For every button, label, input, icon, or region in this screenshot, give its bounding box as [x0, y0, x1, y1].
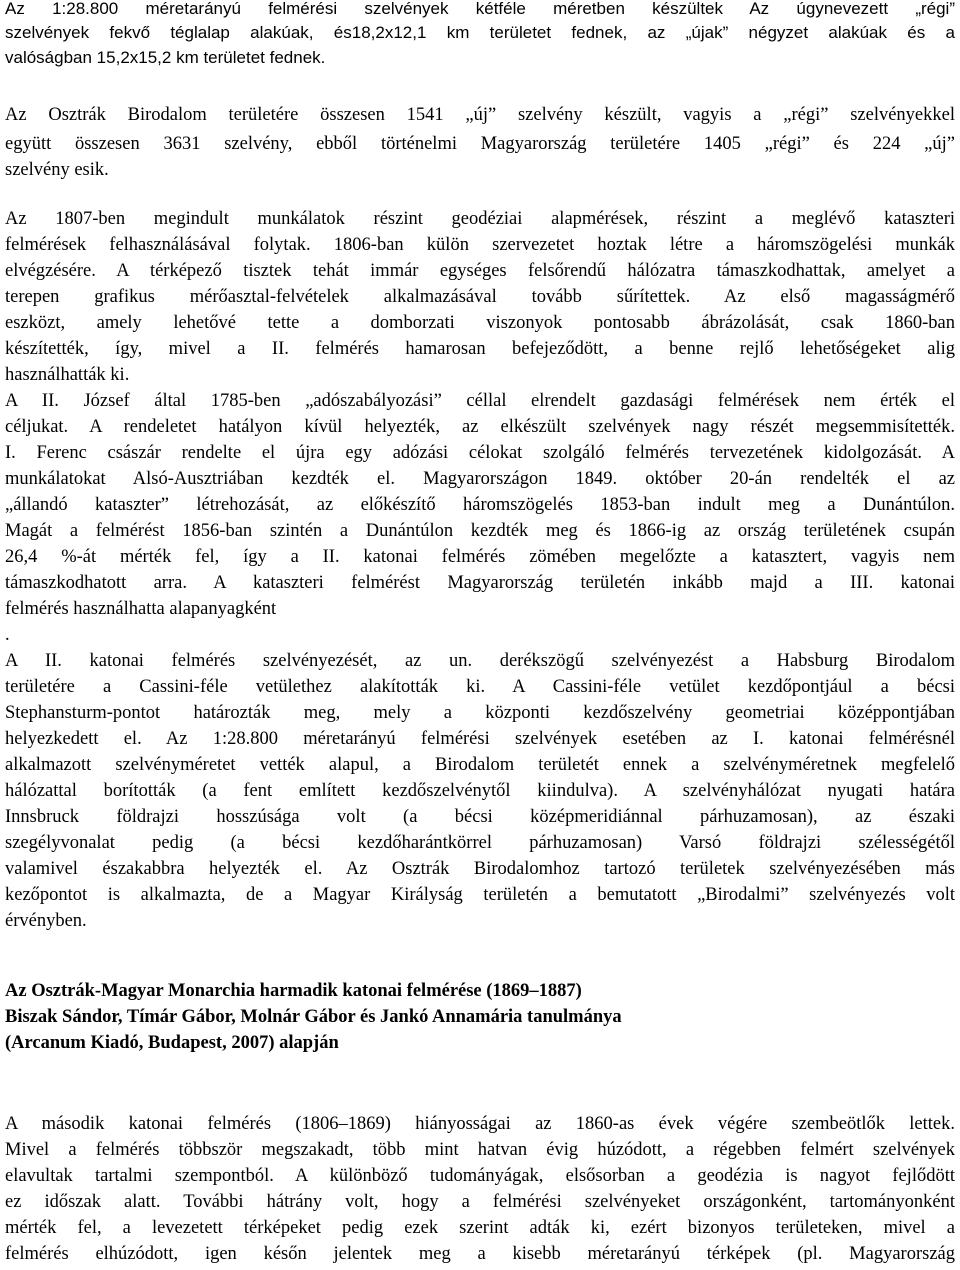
text-line: támaszkodhatott arra. A kataszteri felmérést Magyarország területén inkább majd a III. katonai: [5, 573, 955, 593]
text-line: területére a Cassini-féle vetülethez alakították ki. A Cassini-féle vetület kezdőpontjául a bécsi: [5, 677, 955, 697]
text-line: hálózattal borították (a fent említett kezdőszelvénytől kiindulva). A szelvényhálózat nyugati határa: [5, 781, 955, 801]
text-line: felmérés elhúzódott, igen későn jelentek meg a kisebb méretarányú térképek (pl. Magyarország: [5, 1244, 955, 1264]
text-line: Stephansturm-pontot határozták meg, mely a központi kezdőszelvény geometriai középpontjában: [5, 703, 955, 723]
text-line: Az 1807-ben megindult munkálatok részint geodéziai alapmérések, részint a meglévő kataszteri: [5, 209, 955, 229]
text-line: szelvény esik.: [5, 160, 109, 180]
text-line: szegélyvonalat pedig (a bécsi kezdőharántkörrel párhuzamosan) Varsó földrajzi szélességétől: [5, 833, 955, 853]
text-line: terepen grafikus mérőasztal-felvételek alkalmazásával tovább sűrítettek. Az első magasságmérő: [5, 287, 955, 307]
heading-line: Az Osztrák-Magyar Monarchia harmadik katonai felmérése (1869–1887): [5, 981, 582, 1001]
text-line: elavultak tartalmi szempontból. A különböző tudományágak, elsősorban a geodézia is nagyot fejlődött: [5, 1166, 955, 1186]
text-line: használhatták ki.: [5, 365, 130, 385]
text-line: kezőpontot is alkalmazta, de a Magyar Királyság területén a bemutatott „Birodalmi” szelvényezés volt: [5, 885, 955, 905]
text-line: A második katonai felmérés (1806–1869) hiányosságai az 1860-as évek végére szembeötlők lettek.: [5, 1114, 955, 1134]
text-line: Magát a felmérést 1856-ban szintén a Dunántúlon kezdték meg és 1866-ig az ország területének csupán: [5, 521, 955, 541]
text-line: együtt összesen 3631 szelvény, ebből történelmi Magyarország területére 1405 „régi” és 224 „új”: [5, 134, 955, 154]
text-line: 26,4 %-át mérték fel, így a II. katonai felmérés zömében megelőzte a katasztert, vagyis nem: [5, 547, 955, 567]
text-line: alkalmazott szelvényméretet vették alapul, a Birodalom területét ennek a szelvényméretnek megfelelő: [5, 755, 955, 775]
text-line: valóságban 15,2x15,2 km területet fednek.: [5, 48, 326, 67]
heading-line: Biszak Sándor, Tímár Gábor, Molnár Gábor és Jankó Annamária tanulmánya: [5, 1007, 622, 1027]
text-line: készítették, így, mivel a II. felmérés hamarosan befejeződött, a benne rejlő lehetőségeket alig: [5, 339, 955, 359]
text-line: helyezkedett el. Az 1:28.800 méretarányú felmérési szelvények esetében az I. katonai felmérésnél: [5, 729, 955, 749]
text-line: Az Osztrák Birodalom területére összesen 1541 „új” szelvény készült, vagyis a „régi” szelvényekkel: [5, 105, 955, 125]
text-line: ez időszak alatt. További hátrány volt, hogy a felmérési szelvényeket országonként, tartományonként: [5, 1192, 955, 1212]
text-line: elvégzésére. A térképező tisztek tehát immár egységes felsőrendű hálózatra támaszkodhattak, amelyet a: [5, 261, 955, 281]
text-line: „állandó kataszter” létrehozását, az előkészítő háromszögelés 1853-ban indult meg a Dunántúlon.: [5, 495, 955, 515]
text-line: szelvények fekvő téglalap alakúak, és18,2x12,1 km területet fednek, az „újak” négyzet alakúak és a: [5, 23, 955, 42]
text-line: Innsbruck földrajzi hosszúsága volt (a bécsi középmeridiánnal párhuzamosan), az északi: [5, 807, 955, 827]
text-line: Mivel a felmérés többször megszakadt, több mint hatvan évig húzódott, a régebben felmért szelvények: [5, 1140, 955, 1160]
text-line: valamivel északabbra helyezték el. Az Osztrák Birodalomhoz tartozó területek szelvényezésében más: [5, 859, 955, 879]
text-line: felmérések felhasználásával folytak. 1806-ban külön szervezetet hoztak létre a háromszögelési munkák: [5, 235, 955, 255]
text-line: céljukat. A rendeletet hatályon kívül helyezték, az elkészült szelvények nagy részét megsemmisítették.: [5, 417, 955, 437]
text-line: Az 1:28.800 méretarányú felmérési szelvények kétféle méretben készültek Az úgynevezett „régi”: [5, 0, 955, 18]
text-line: A II. katonai felmérés szelvényezését, az un. derékszögű szelvényezést a Habsburg Birodalom: [5, 651, 955, 671]
text-line: A II. József által 1785-ben „adószabályozási” céllal elrendelt gazdasági felmérések nem érték el: [5, 391, 955, 411]
text-line: érvényben.: [5, 911, 87, 931]
text-line: I. Ferenc császár rendelte el újra egy adózási célokat szolgáló felmérés tervezetének kidolgozását. A: [5, 443, 955, 463]
text-line: mérték fel, a levezetett térképeket pedig ezek szerint adták ki, ezért bizonyos területeken, mivel a: [5, 1218, 955, 1238]
text-line: felmérés használhatta alapanyagként: [5, 599, 277, 619]
text-line: eszközt, amely lehetővé tette a domborzati viszonyok pontosabb ábrázolását, csak 1860-ban: [5, 313, 955, 333]
text-line: .: [5, 625, 10, 645]
text-line: munkálatokat Alsó-Ausztriában kezdték el. Magyarországon 1849. október 20-án rendelték el az: [5, 469, 955, 489]
heading-line: (Arcanum Kiadó, Budapest, 2007) alapján: [5, 1033, 339, 1053]
